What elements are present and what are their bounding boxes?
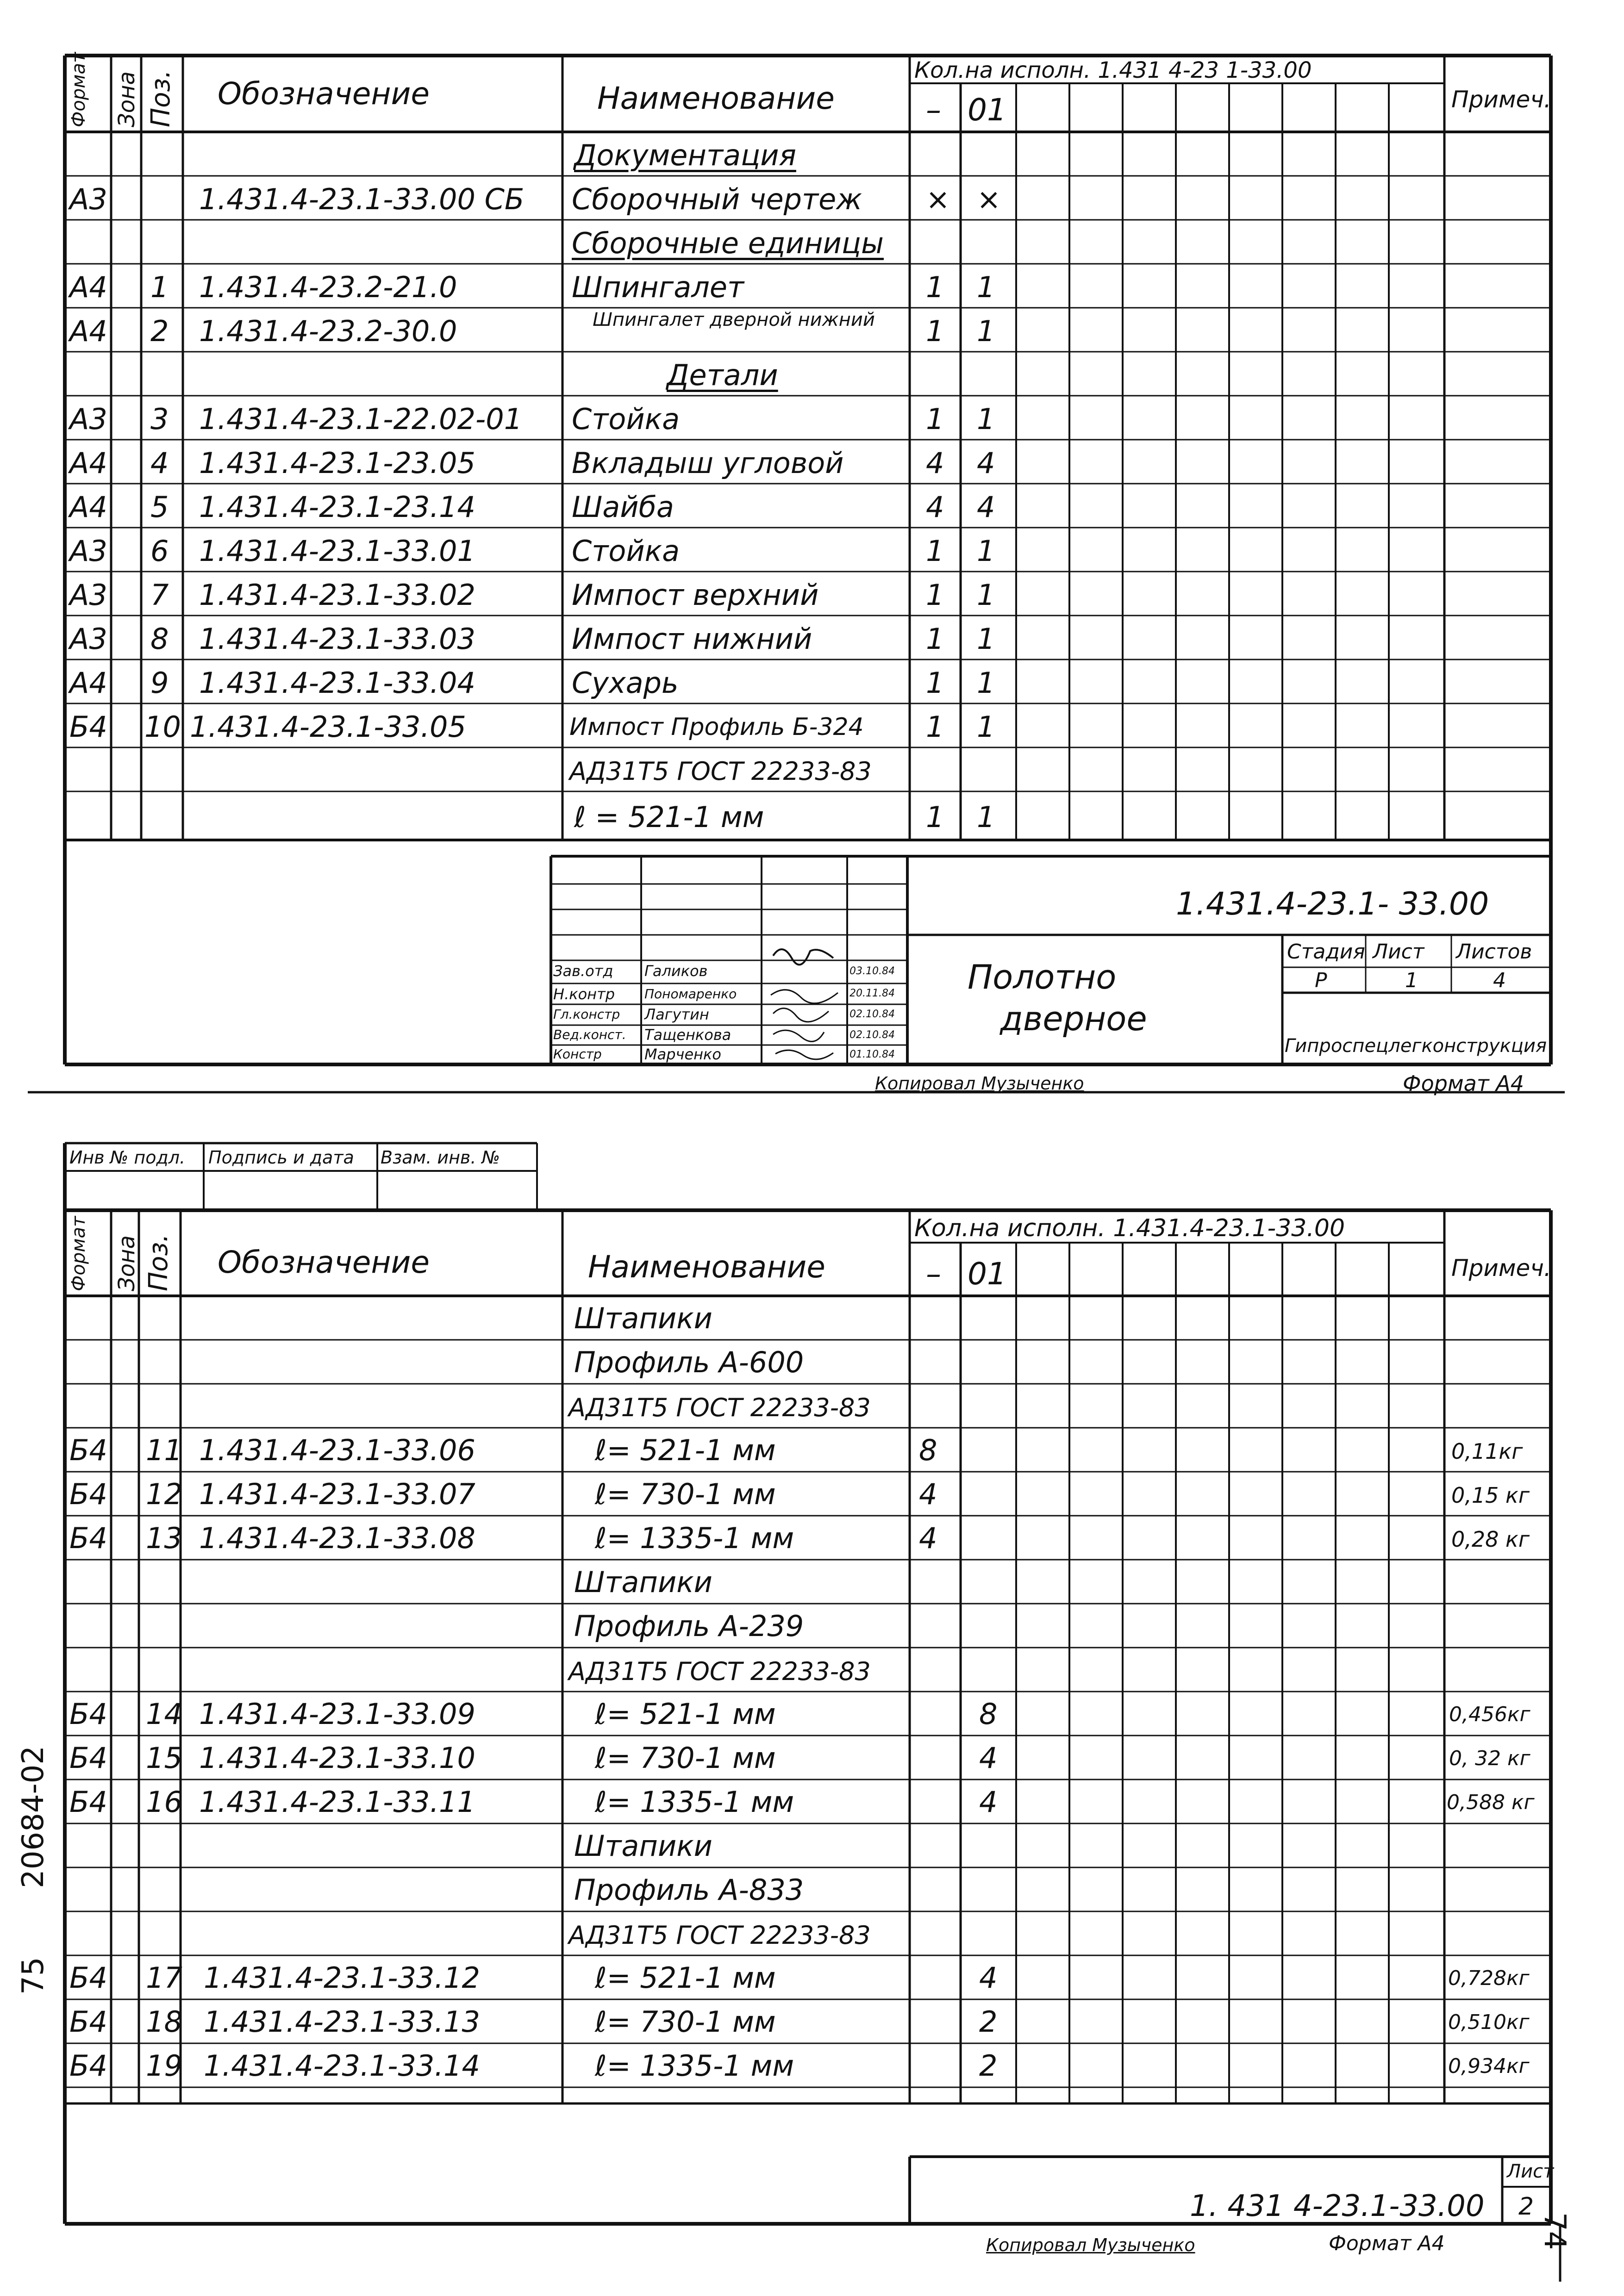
table-row-designation: 1.431.4-23.1-33.10: [199, 1741, 475, 1775]
table-row-name: Штапики: [574, 1829, 712, 1863]
table-row-qty2: 1: [977, 800, 995, 834]
s1-header-designation: Обозначение: [218, 76, 430, 112]
table-row-name: ℓ= 1335-1 мм: [595, 1785, 794, 1819]
table-row-designation: 1.431.4-23.1-33.09: [199, 1697, 475, 1731]
table-row-name: Стойка: [572, 402, 680, 436]
table-row-designation: 1.431.4-23.1-33.03: [199, 622, 475, 656]
s1-header-pos: Поз.: [146, 70, 176, 127]
table-row-note: 0, 32 кг: [1449, 1747, 1530, 1770]
table-row-name: Шпингалет: [572, 270, 744, 304]
table-row-pos: 14: [146, 1697, 182, 1731]
s1-header-name: Наименование: [597, 81, 835, 116]
signature-date: 20.11.84: [849, 988, 895, 999]
table-row-format: Б4: [69, 1477, 107, 1511]
s1-doc-number: 1.431.4-23.1- 33.00: [1176, 886, 1489, 922]
table-row-format: Б4: [69, 710, 107, 744]
table-row-pos: 17: [146, 1961, 182, 1995]
table-row-note: 0,28 кг: [1451, 1527, 1530, 1552]
table-row-pos: 11: [146, 1433, 182, 1467]
table-row-name: ℓ= 1335-1 мм: [595, 2049, 794, 2083]
s2-header-qty: Кол.на исполн. 1.431.4-23.1-33.00: [914, 1214, 1345, 1242]
table-row-qty1: 1: [926, 710, 944, 744]
margin-page: 75: [16, 1957, 50, 1995]
table-row-designation: 1.431.4-23.1-33.06: [199, 1433, 475, 1467]
s2-doc-number: 1. 431 4-23.1-33.00: [1190, 2189, 1485, 2223]
table-row-name: ℓ = 521-1 мм: [574, 800, 764, 834]
table-row-qty2: ×: [977, 182, 1001, 216]
table-row-name: АД31Т5 ГОСТ 22233-83: [568, 1657, 871, 1686]
table-row-pos: 13: [146, 1521, 182, 1555]
s2-header-zone: Зона: [114, 1235, 140, 1291]
s2-header-name: Наименование: [588, 1249, 825, 1285]
table-row-qty1: 1: [926, 314, 944, 348]
table-row-name: ℓ= 521-1 мм: [595, 1697, 776, 1731]
table-row-note: 0,11кг: [1451, 1439, 1523, 1464]
table-row-qty2: 4: [979, 1961, 998, 1995]
s1-sheet-label: Лист: [1373, 940, 1424, 964]
s1-organization: Гипроспецлегконструкция: [1285, 1035, 1547, 1057]
table-row-pos: 12: [146, 1477, 182, 1511]
table-row-name: Профиль А-833: [574, 1873, 804, 1907]
table-row-name: ℓ= 730-1 мм: [595, 1477, 776, 1511]
s1-section-details: Детали: [667, 358, 778, 392]
table-row-pos: 6: [150, 534, 169, 568]
table-row-qty2: 1: [977, 578, 995, 612]
table-row-name: АД31Т5 ГОСТ 22233-83: [569, 757, 872, 786]
s1-sheets-value: 4: [1493, 969, 1506, 992]
table-row-pos: 10: [144, 710, 181, 744]
table-row-qty1: 1: [926, 402, 944, 436]
table-row-format: А4: [69, 270, 107, 304]
table-row-designation: 1.431.4-23.2-30.0: [199, 314, 457, 348]
s1-sheet-value: 1: [1405, 969, 1418, 992]
table-row-pos: 4: [150, 446, 169, 480]
s1-header-format: Формат: [68, 52, 89, 127]
table-row-pos: 19: [146, 2049, 182, 2083]
s1-sheets-label: Листов: [1456, 940, 1532, 964]
table-row-name: ℓ= 1335-1 мм: [595, 1521, 794, 1555]
s1-format: Формат А4: [1403, 1071, 1524, 1096]
table-row-note: 0,510кг: [1448, 2010, 1530, 2034]
table-row-note: 0,934кг: [1448, 2054, 1530, 2078]
s1-section-documentation: Документация: [574, 138, 796, 172]
table-row-designation: 1.431.4-23.1-33.11: [199, 1785, 475, 1819]
table-row-qty2: 1: [977, 402, 995, 436]
table-row-name: Штапики: [574, 1565, 712, 1599]
table-row-qty1: 4: [926, 490, 944, 524]
s1-section-assemblies: Сборочные единицы: [572, 226, 884, 260]
s1-title-line2: дверное: [1000, 999, 1147, 1038]
signature-date: 02.10.84: [849, 1029, 895, 1041]
table-row-format: А4: [69, 446, 107, 480]
table-row-name: ℓ= 730-1 мм: [595, 2005, 776, 2039]
table-row-name: АД31Т5 ГОСТ 22233-83: [568, 1393, 871, 1422]
table-row-pos: 5: [150, 490, 169, 524]
table-row-qty1: 1: [926, 534, 944, 568]
table-row-qty2: 1: [977, 314, 995, 348]
signature-role: Гл.констр: [553, 1007, 620, 1022]
table-row-format: А3: [69, 182, 107, 216]
signature-role: Зав.отд: [553, 962, 613, 980]
s2-sheet-value: 2: [1518, 2193, 1534, 2221]
table-row-format: Б4: [69, 1961, 107, 1995]
table-row-qty2: 4: [979, 1785, 998, 1819]
table-row-qty2: 2: [979, 2049, 998, 2083]
table-row-format: А4: [69, 314, 107, 348]
table-row-pos: 15: [146, 1741, 182, 1775]
table-row-format: А3: [69, 578, 107, 612]
table-row-name: ℓ= 521-1 мм: [595, 1961, 776, 1995]
table-row-qty1: 1: [926, 270, 944, 304]
table-row-format: А3: [69, 402, 107, 436]
table-row-format: А4: [69, 666, 107, 700]
signature-role: Констр: [553, 1046, 602, 1062]
table-row-note: 0,456кг: [1449, 1703, 1530, 1726]
table-row-pos: 16: [146, 1785, 182, 1819]
table-row-designation: 1.431.4-23.1-33.02: [199, 578, 475, 612]
table-row-qty1: 1: [926, 666, 944, 700]
s1-title-line1: Полотно: [968, 958, 1117, 996]
table-row-pos: 9: [150, 666, 169, 700]
table-row-qty2: 1: [977, 710, 995, 744]
table-row-name: Профиль А-600: [574, 1345, 804, 1379]
table-row-format: Б4: [69, 2049, 107, 2083]
table-row-qty2: 4: [977, 446, 995, 480]
s1-header-zone: Зона: [114, 71, 140, 127]
table-row-name: Импост верхний: [572, 578, 819, 612]
table-row-qty2: 4: [977, 490, 995, 524]
s1-header-qty: Кол.на исполн. 1.431 4-23 1-33.00: [914, 57, 1312, 83]
table-row-format: Б4: [69, 1521, 107, 1555]
signature-name: Тащенкова: [644, 1026, 731, 1044]
table-row-format: Б4: [69, 1697, 107, 1731]
signature-date: 03.10.84: [849, 965, 895, 977]
table-row-qty2: 4: [979, 1741, 998, 1775]
table-row-designation: 1.431.4-23.1-33.12: [204, 1961, 480, 1995]
table-row-designation: 1.431.4-23.1-33.01: [199, 534, 475, 568]
table-row-name: Профиль А-239: [574, 1609, 804, 1643]
table-row-format: А4: [69, 490, 107, 524]
corner-mark: 74: [1537, 2212, 1572, 2250]
table-row-name: Импост Профиль Б-324: [569, 713, 864, 741]
signature-name: Лагутин: [644, 1006, 709, 1023]
s2-header-note: Примеч.: [1451, 1255, 1551, 1282]
s2-stamp-vzam: Взам. инв. №: [381, 1147, 500, 1168]
table-row-name: ℓ= 521-1 мм: [595, 1433, 776, 1467]
s2-header-exec-dash: –: [926, 1256, 941, 1292]
table-row-name: Штапики: [574, 1301, 712, 1335]
signature-name: Марченко: [644, 1045, 721, 1063]
table-row-qty2: 8: [979, 1697, 998, 1731]
signature-date: 01.10.84: [849, 1049, 895, 1060]
table-row-format: А3: [69, 622, 107, 656]
table-row-designation: 1.431.4-23.1-33.08: [199, 1521, 475, 1555]
table-row-designation: 1.431.4-23.2-21.0: [199, 270, 457, 304]
table-row-designation: 1.431.4-23.1-33.04: [199, 666, 475, 700]
margin-code: 20684-02: [16, 1745, 50, 1888]
s1-copied-by: Копировал Музыченко: [875, 1073, 1084, 1094]
signature-date: 02.10.84: [849, 1008, 895, 1020]
s1-header-exec-01: 01: [968, 92, 1006, 128]
table-row-qty1: 1: [926, 800, 944, 834]
table-row-format: Б4: [69, 2005, 107, 2039]
table-row-designation: 1.431.4-23.1-33.13: [204, 2005, 480, 2039]
signature-role: Вед.конст.: [553, 1027, 626, 1042]
table-row-qty2: 1: [977, 622, 995, 656]
table-row-name: Сборочный чертеж: [572, 182, 862, 216]
s1-stage-label: Стадия: [1287, 940, 1365, 964]
s1-stage-value: Р: [1315, 969, 1327, 992]
table-row-designation: 1.431.4-23.1-33.00 СБ: [199, 182, 525, 216]
table-row-name: АД31Т5 ГОСТ 22233-83: [568, 1921, 871, 1950]
table-row-qty1: ×: [926, 182, 950, 216]
table-row-designation: 1.431.4-23.1-33.14: [204, 2049, 480, 2083]
table-row-qty2: 1: [977, 666, 995, 700]
table-row-name: ℓ= 730-1 мм: [595, 1741, 776, 1775]
table-row-name: Стойка: [572, 534, 680, 568]
table-row-name: Вкладыш угловой: [572, 446, 844, 480]
s2-header-exec-01: 01: [968, 1256, 1006, 1292]
table-row-designation: 1.431.4-23.1-33.05: [190, 710, 466, 744]
table-row-pos: 1: [150, 270, 169, 304]
table-row-name: Шпингалет дверной нижний: [593, 309, 875, 330]
signature-name: Галиков: [644, 962, 708, 980]
table-row-name: Шайба: [572, 490, 674, 524]
table-row-designation: 1.431.4-23.1-23.14: [199, 490, 475, 524]
table-row-note: 0,588 кг: [1447, 1791, 1535, 1814]
s2-stamp-sign: Подпись и дата: [208, 1147, 354, 1168]
s2-format: Формат А4: [1329, 2232, 1445, 2255]
table-row-qty1: 1: [926, 622, 944, 656]
table-row-qty2: 1: [977, 534, 995, 568]
table-row-note: 0,728кг: [1448, 1966, 1530, 1990]
s2-header-pos: Поз.: [144, 1234, 174, 1291]
table-row-format: Б4: [69, 1741, 107, 1775]
table-row-qty2: 1: [977, 270, 995, 304]
table-row-qty1: 4: [919, 1521, 937, 1555]
table-row-name: Сухарь: [572, 666, 679, 700]
signature-name: Пономаренко: [644, 986, 737, 1002]
s2-sheet-label: Лист: [1507, 2161, 1554, 2182]
table-row-designation: 1.431.4-23.1-33.07: [199, 1477, 475, 1511]
s2-stamp-inv: Инв № подл.: [69, 1147, 186, 1168]
table-row-format: Б4: [69, 1785, 107, 1819]
s2-copied-by: Копировал Музыченко: [986, 2235, 1195, 2255]
table-row-format: А3: [69, 534, 107, 568]
table-row-pos: 7: [150, 578, 169, 612]
table-row-qty2: 2: [979, 2005, 998, 2039]
s1-header-note: Примеч.: [1451, 86, 1551, 113]
table-row-pos: 3: [150, 402, 169, 436]
table-row-format: Б4: [69, 1433, 107, 1467]
table-row-note: 0,15 кг: [1451, 1483, 1530, 1508]
table-row-qty1: 1: [926, 578, 944, 612]
table-row-pos: 2: [150, 314, 169, 348]
table-row-designation: 1.431.4-23.1-22.02-01: [199, 402, 523, 436]
handwritten-signatures: [764, 937, 847, 1064]
table-row-qty1: 4: [919, 1477, 937, 1511]
s1-header-exec-dash: –: [926, 92, 941, 128]
table-row-pos: 18: [146, 2005, 182, 2039]
table-row-qty1: 8: [919, 1433, 937, 1467]
table-row-qty1: 4: [926, 446, 944, 480]
signature-role: Н.контр: [553, 985, 615, 1003]
table-row-pos: 8: [150, 622, 169, 656]
s2-header-format: Формат: [68, 1216, 89, 1291]
table-row-name: Импост нижний: [572, 622, 812, 656]
table-row-designation: 1.431.4-23.1-23.05: [199, 446, 475, 480]
s2-header-designation: Обозначение: [218, 1244, 430, 1280]
